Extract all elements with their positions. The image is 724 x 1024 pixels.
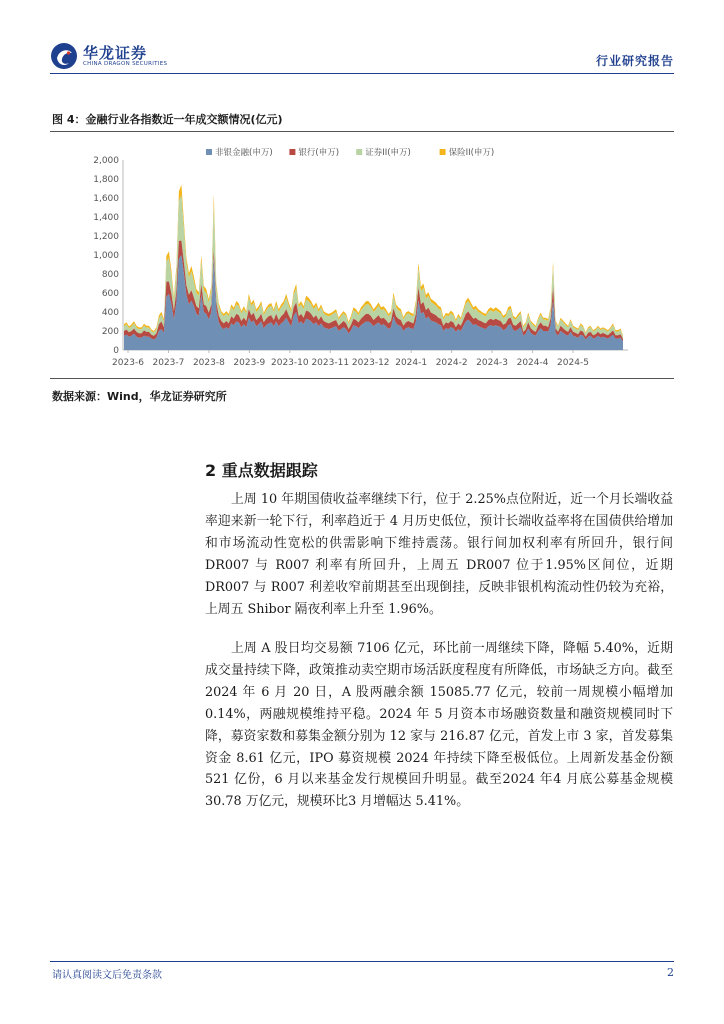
x-tick-label: 2023-6 (112, 358, 144, 368)
x-tick-label: 2024-5 (557, 358, 589, 368)
company-logo (50, 40, 250, 74)
y-tick-label: 400 (101, 308, 119, 318)
y-tick-label: 0 (113, 346, 119, 356)
footer-disclaimer: 请认真阅读文后免责条款 (52, 970, 162, 981)
logo-english-name: CHINA DRAGON SECURITIES (83, 61, 168, 67)
legend-swatch-insurance (440, 149, 446, 155)
header-divider (50, 73, 674, 74)
x-tick-label: 2023-8 (192, 358, 225, 368)
legend-swatch-bank (289, 149, 295, 155)
legend-label-nonbank: 非银金融(申万) (215, 148, 273, 158)
legend-label-bank: 银行(申万) (298, 148, 340, 158)
x-tick-label: 2023-7 (152, 358, 185, 368)
chart-canvas (80, 138, 640, 374)
legend-swatch-securities (356, 149, 362, 155)
figure-bottom-divider (50, 378, 674, 379)
legend-label-securities: 证券II(申万) (365, 148, 411, 158)
figure-source: 数据来源：Wind，华龙证券研究所 (52, 390, 227, 403)
y-tick-label: 2,000 (93, 156, 119, 166)
figure-title: 图 4：金融行业各指数近一年成交额情况(亿元) (52, 113, 283, 126)
y-tick-label: 600 (101, 289, 119, 299)
paragraph-bond-yield: 上周 10 年期国债收益率继续下行，位于 2.25%点位附近，近一个月长端收益率迎来新一轮下行，利率趋近于 4 月历史低位，预计长端收益率将在国债供给增加和市场流动性宽松的供需影响下维持震荡。银行间加权利率有所回升，银行间 DR007 与 R007 利率有所回升，上周五 DR007 位于1.95%区间位，近期 DR007 与 R007 利差收窄前期甚至出现倒挂，反映非银机构流动性仍较为充裕，上周五 Shibor 隔夜利率上升至 1.96%。 (205, 492, 673, 617)
figure-top-divider (50, 131, 674, 132)
x-tick-label: 2024-1 (395, 358, 428, 368)
y-tick-label: 1,200 (93, 232, 119, 242)
x-tick-label: 2023-11 (311, 358, 350, 368)
y-tick-label: 1,000 (93, 251, 119, 261)
page-header (50, 40, 674, 74)
x-tick-label: 2023-9 (233, 358, 266, 368)
x-tick-label: 2024-4 (516, 358, 549, 368)
paragraph-market-turnover: 上周 A 股日均交易额 7106 亿元，环比前一周继续下降，降幅 5.40%，近期成交量持续下降，政策推动卖空期市场活跃度程度有所降低，市场缺乏方向。截至 2024 年 6 月 20 日，A 股两融余额 15085.77 亿元，较前一周规模小幅增加 0.14%，两融规模维持平稳。2024 年 5 月资本市场融资数量和融资规模同时下降，募资家数和募集金额分别为 12 家与 216.87 亿元，首发上市 3 家，首发募集资金 8.61 亿元，IPO 募资规模 2024 年持续下降至极低位。上周新发基金份额 521 亿份，6 月以来基金发行规模回升明显。截至2024 年4 月底公募基金规模30.78 万亿元，规模环比3 月增幅达 5.41%。 (205, 641, 673, 810)
y-tick-label: 1,800 (93, 175, 119, 185)
y-tick-label: 200 (101, 327, 119, 337)
page-number: 2 (667, 966, 674, 979)
footer-divider (50, 961, 674, 962)
dragon-logo-icon (50, 42, 78, 70)
x-tick-label: 2024-2 (435, 358, 468, 368)
x-tick-label: 2024-3 (476, 358, 509, 368)
legend-label-insurance: 保险II(申万) (448, 148, 495, 158)
logo-chinese-name: 华龙证券 (83, 44, 148, 62)
legend-swatch-nonbank (206, 149, 212, 155)
section-heading: 2 重点数据跟踪 (205, 461, 318, 480)
x-tick-label: 2023-10 (271, 358, 309, 368)
y-tick-label: 1,400 (93, 213, 119, 223)
y-tick-label: 800 (101, 270, 119, 280)
x-tick-label: 2023-12 (351, 358, 390, 368)
report-type-label: 行业研究报告 (595, 54, 674, 68)
y-tick-label: 1,600 (93, 194, 119, 204)
turnover-area-chart (80, 138, 640, 374)
